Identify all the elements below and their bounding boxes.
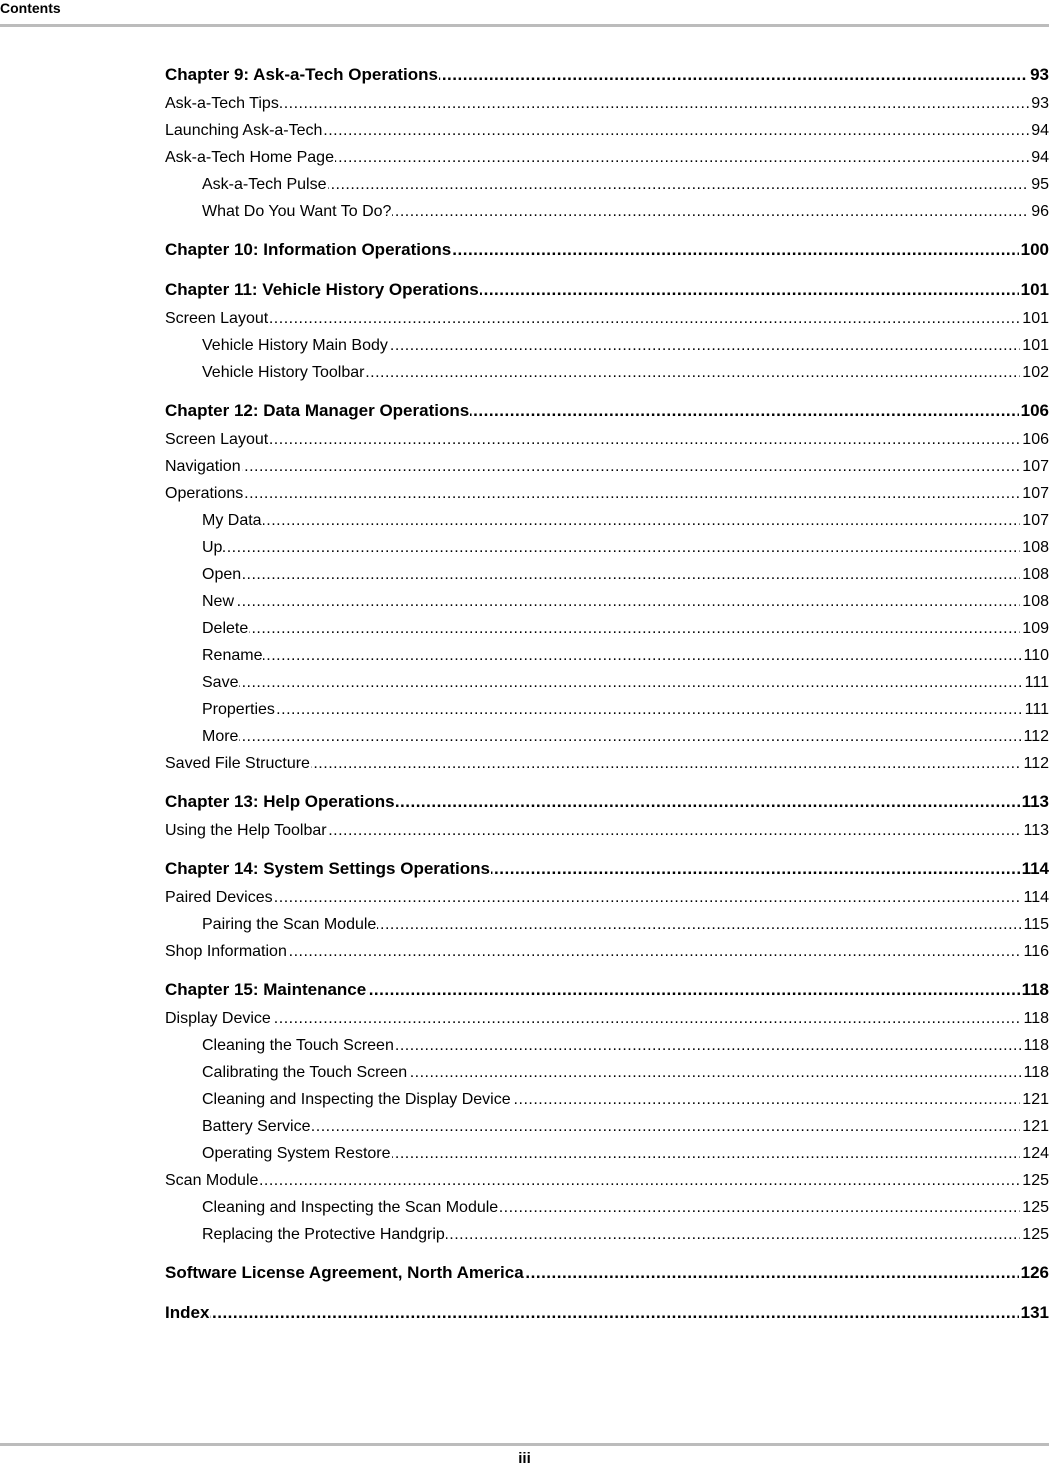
toc-entry-title: Open <box>202 566 242 583</box>
toc-entry[interactable] <box>165 453 1049 480</box>
dot-leader <box>202 723 1049 750</box>
dot-leader <box>165 1167 1049 1194</box>
toc-entry[interactable] <box>165 396 1049 426</box>
dot-leader <box>165 305 1049 332</box>
toc-entry-title: Chapter 9: Ask-a-Tech Operations <box>165 65 439 84</box>
toc-entry[interactable] <box>165 144 1049 171</box>
toc-entry-title: Chapter 14: System Settings Operations <box>165 859 490 878</box>
toc-entry[interactable] <box>165 723 1049 750</box>
toc-entry-page: 121 <box>1020 1113 1049 1140</box>
toc-entry[interactable] <box>165 884 1049 911</box>
dot-leader <box>165 90 1049 117</box>
toc-entry-page: 111 <box>1023 669 1049 696</box>
toc-entry-title: Ask-a-Tech Home Page <box>165 149 334 166</box>
toc-entry[interactable] <box>165 1140 1049 1167</box>
toc-entry-title: Chapter 13: Help Operations <box>165 792 395 811</box>
toc-entry-page: 125 <box>1020 1221 1049 1248</box>
toc-entry[interactable] <box>165 669 1049 696</box>
toc-entry[interactable] <box>165 1221 1049 1248</box>
toc-entry-page: 107 <box>1020 480 1049 507</box>
toc-entry-page: 131 <box>1019 1298 1049 1328</box>
toc-entry-page: 113 <box>1020 787 1049 817</box>
dot-leader <box>165 884 1049 911</box>
toc-entry-title: Ask-a-Tech Pulse <box>202 176 327 193</box>
toc-entry[interactable] <box>165 534 1049 561</box>
dot-leader <box>202 171 1049 198</box>
toc-entry[interactable] <box>165 359 1049 386</box>
toc-entry-page: 113 <box>1021 817 1049 844</box>
toc-entry-page: 107 <box>1020 453 1049 480</box>
toc-entry[interactable] <box>165 1113 1049 1140</box>
toc-entry[interactable] <box>165 561 1049 588</box>
toc-entry-page: 108 <box>1020 534 1049 561</box>
table-of-contents <box>165 60 1049 1328</box>
footer-divider <box>0 1443 1049 1446</box>
dot-leader <box>165 1005 1049 1032</box>
toc-entry-page: 115 <box>1021 911 1049 938</box>
toc-entry[interactable] <box>165 117 1049 144</box>
toc-entry-page: 125 <box>1020 1167 1049 1194</box>
toc-entry[interactable] <box>165 1298 1049 1328</box>
toc-entry-title: Index <box>165 1303 210 1322</box>
toc-entry-title: Up <box>202 539 223 556</box>
toc-entry[interactable] <box>165 817 1049 844</box>
toc-entry[interactable] <box>165 235 1049 265</box>
toc-entry-page: 125 <box>1020 1194 1049 1221</box>
dot-leader <box>202 669 1049 696</box>
dot-leader <box>202 588 1049 615</box>
toc-entry[interactable] <box>165 1032 1049 1059</box>
toc-entry-page: 106 <box>1020 426 1049 453</box>
toc-entry-page: 112 <box>1021 723 1049 750</box>
toc-entry-title: Chapter 12: Data Manager Operations <box>165 401 470 420</box>
toc-entry[interactable] <box>165 911 1049 938</box>
toc-entry-page: 114 <box>1021 884 1049 911</box>
toc-entry-title: Delete <box>202 620 249 637</box>
toc-entry-page: 106 <box>1019 396 1049 426</box>
toc-entry-title: More <box>202 728 239 745</box>
toc-entry[interactable] <box>165 171 1049 198</box>
toc-entry[interactable] <box>165 305 1049 332</box>
dot-leader <box>202 642 1049 669</box>
toc-entry[interactable] <box>165 1167 1049 1194</box>
toc-entry-page: 114 <box>1020 854 1049 884</box>
toc-entry[interactable] <box>165 198 1049 225</box>
toc-entry-page: 102 <box>1020 359 1049 386</box>
toc-entry-title: Navigation <box>165 458 241 475</box>
toc-entry[interactable] <box>165 1086 1049 1113</box>
toc-entry[interactable] <box>165 854 1049 884</box>
toc-entry-title: Chapter 11: Vehicle History Operations <box>165 280 479 299</box>
toc-entry-title: My Data <box>202 512 262 529</box>
toc-entry-title: Shop Information <box>165 943 287 960</box>
toc-entry-title: Scan Module <box>165 1172 259 1189</box>
toc-entry-title: New <box>202 593 235 610</box>
toc-entry-page: 108 <box>1020 588 1049 615</box>
toc-entry-page: 116 <box>1021 938 1049 965</box>
toc-entry-page: 100 <box>1019 235 1049 265</box>
dot-leader <box>165 426 1049 453</box>
toc-entry[interactable] <box>165 787 1049 817</box>
toc-entry-page: 93 <box>1028 60 1049 90</box>
toc-entry-page: 118 <box>1021 1059 1049 1086</box>
toc-entry[interactable] <box>165 480 1049 507</box>
toc-entry-title: Save <box>202 674 239 691</box>
toc-entry-page: 101 <box>1019 275 1049 305</box>
toc-entry-page: 118 <box>1021 1032 1049 1059</box>
dot-leader <box>202 507 1049 534</box>
toc-entry-page: 101 <box>1020 332 1049 359</box>
dot-leader <box>165 1298 1049 1328</box>
toc-entry[interactable] <box>165 426 1049 453</box>
toc-entry-page: 124 <box>1020 1140 1049 1167</box>
dot-leader <box>202 1113 1049 1140</box>
dot-leader <box>202 561 1049 588</box>
toc-entry-title: Replacing the Protective Handgrip <box>202 1226 445 1243</box>
toc-entry[interactable] <box>165 938 1049 965</box>
dot-leader <box>202 615 1049 642</box>
toc-entry-page: 118 <box>1020 975 1049 1005</box>
toc-entry-title: Paired Devices <box>165 889 273 906</box>
toc-entry-page: 94 <box>1029 117 1049 144</box>
toc-entry-title: Using the Help Toolbar <box>165 822 327 839</box>
toc-entry[interactable] <box>165 1258 1049 1288</box>
toc-entry-title: Saved File Structure <box>165 755 310 772</box>
toc-entry[interactable] <box>165 507 1049 534</box>
toc-entry[interactable] <box>165 60 1049 90</box>
toc-entry-title: Chapter 15: Maintenance <box>165 980 367 999</box>
toc-entry-page: 107 <box>1020 507 1049 534</box>
toc-entry-title: Software License Agreement, North America <box>165 1263 524 1282</box>
toc-entry[interactable] <box>165 642 1049 669</box>
toc-entry-page: 95 <box>1029 171 1049 198</box>
toc-entry[interactable] <box>165 696 1049 723</box>
toc-entry-title: Operations <box>165 485 244 502</box>
toc-entry-title: Properties <box>202 701 275 718</box>
toc-entry-title: Battery Service <box>202 1118 311 1135</box>
toc-entry-title: Vehicle History Main Body <box>202 337 388 354</box>
toc-entry-page: 121 <box>1020 1086 1049 1113</box>
toc-entry-page: 111 <box>1023 696 1049 723</box>
toc-entry[interactable] <box>165 1005 1049 1032</box>
toc-entry[interactable] <box>165 90 1049 117</box>
toc-entry[interactable] <box>165 332 1049 359</box>
toc-entry-title: Cleaning and Inspecting the Display Device <box>202 1091 511 1108</box>
toc-entry-title: Cleaning and Inspecting the Scan Module <box>202 1199 499 1216</box>
toc-entry-page: 126 <box>1019 1258 1049 1288</box>
toc-entry-title: What Do You Want To Do? <box>202 203 392 220</box>
toc-entry-page: 96 <box>1029 198 1049 225</box>
toc-entry-title: Cleaning the Touch Screen <box>202 1037 394 1054</box>
toc-entry[interactable] <box>165 588 1049 615</box>
header-divider <box>0 24 1049 27</box>
page-header-title: Contents <box>0 0 61 16</box>
page-number: iii <box>518 1450 531 1467</box>
toc-entry-page: 109 <box>1020 615 1049 642</box>
toc-entry-title: Pairing the Scan Module <box>202 916 377 933</box>
dot-leader <box>165 480 1049 507</box>
toc-entry-title: Calibrating the Touch Screen <box>202 1064 408 1081</box>
dot-leader <box>202 696 1049 723</box>
toc-entry-page: 94 <box>1029 144 1049 171</box>
toc-entry-title: Launching Ask-a-Tech <box>165 122 323 139</box>
toc-entry-title: Screen Layout <box>165 310 269 327</box>
toc-entry-page: 112 <box>1021 750 1049 777</box>
toc-entry-title: Screen Layout <box>165 431 269 448</box>
toc-entry[interactable] <box>165 1059 1049 1086</box>
toc-entry-page: 101 <box>1020 305 1049 332</box>
toc-entry[interactable] <box>165 1194 1049 1221</box>
toc-entry-title: Chapter 10: Information Operations <box>165 240 452 259</box>
toc-entry-title: Vehicle History Toolbar <box>202 364 365 381</box>
toc-entry-page: 108 <box>1020 561 1049 588</box>
toc-entry-title: Rename <box>202 647 263 664</box>
toc-entry-title: Operating System Restore <box>202 1145 391 1162</box>
toc-entry[interactable] <box>165 615 1049 642</box>
dot-leader <box>202 534 1049 561</box>
toc-entry-page: 118 <box>1021 1005 1049 1032</box>
toc-entry[interactable] <box>165 275 1049 305</box>
toc-entry-page: 110 <box>1021 642 1049 669</box>
toc-entry[interactable] <box>165 975 1049 1005</box>
toc-entry-title: Display Device <box>165 1010 271 1027</box>
toc-entry-title: Ask-a-Tech Tips <box>165 95 279 112</box>
toc-entry-page: 93 <box>1029 90 1049 117</box>
dot-leader <box>165 453 1049 480</box>
toc-entry[interactable] <box>165 750 1049 777</box>
dot-leader <box>165 938 1049 965</box>
